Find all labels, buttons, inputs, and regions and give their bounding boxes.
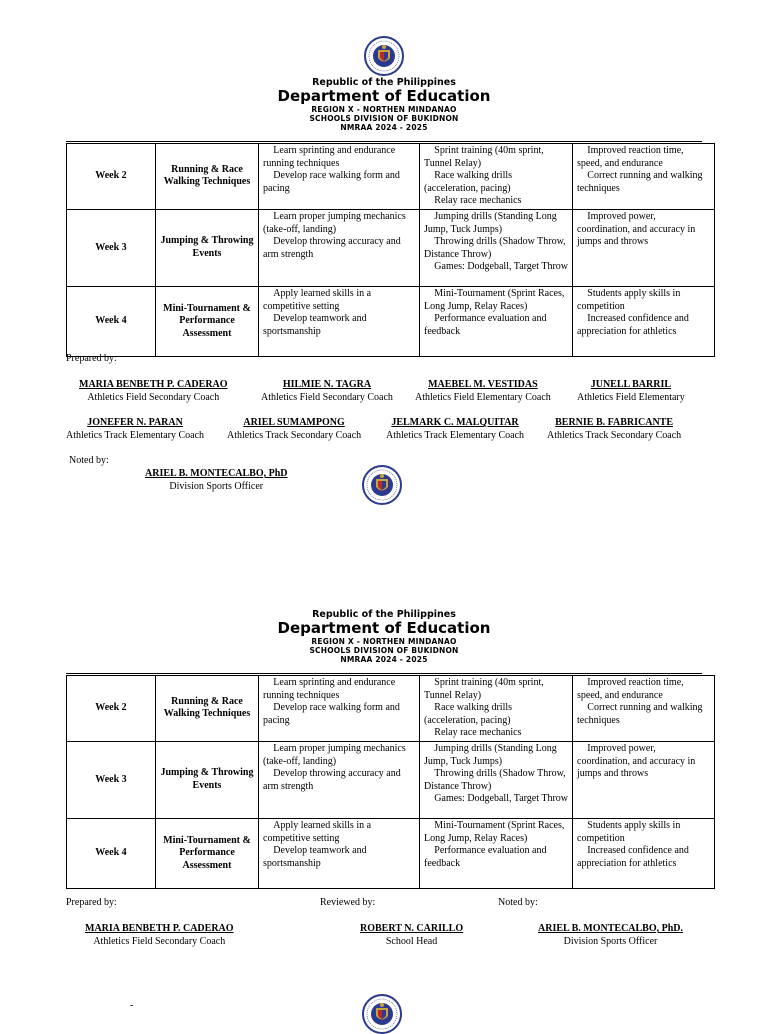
table-row bbox=[67, 676, 715, 742]
outcome-item: Correct running and walking techniques bbox=[577, 702, 693, 726]
activity-item: Sprint training (40m sprint, Tunnel Relay) bbox=[424, 145, 564, 169]
document-header bbox=[0, 609, 768, 664]
division-line: SCHOOLS DIVISION OF BUKIDNON bbox=[309, 646, 459, 655]
objective-item: Develop teamwork and sportsmanship bbox=[263, 313, 357, 337]
activity-item: Relay race mechanics bbox=[424, 195, 512, 207]
signatory-title: Athletics Track Secondary Coach bbox=[547, 430, 682, 441]
document-header bbox=[0, 77, 768, 132]
objectives-cell bbox=[259, 144, 420, 210]
signatory-block bbox=[79, 378, 228, 404]
objective-item: Apply learned skills in a competitive setting bbox=[263, 287, 411, 312]
signatory-title: School Head bbox=[385, 936, 438, 947]
activities-cell bbox=[420, 818, 573, 888]
signatory-title: Athletics Field Secondary Coach bbox=[261, 392, 393, 403]
signatory-name: ARIEL SUMAMPONG bbox=[243, 417, 345, 428]
activity-item: Throwing drills (Shadow Throw, Distance Throw) bbox=[424, 768, 556, 792]
objective-item: Develop throwing accuracy and arm strength bbox=[263, 236, 409, 260]
signatory-title: Athletics Field Elementary Coach bbox=[415, 392, 551, 403]
outcome-item: Increased confidence and appreciation for athletics bbox=[577, 845, 679, 869]
signatory-block bbox=[66, 416, 204, 442]
signatory-block bbox=[360, 922, 463, 948]
noted-by-label: Noted by: bbox=[69, 455, 109, 466]
activity-item: Performance evaluation and feedback bbox=[424, 313, 537, 337]
activities-cell bbox=[420, 144, 573, 210]
objectives-cell bbox=[259, 209, 420, 286]
outcome-item: Improved reaction time, speed, and endurance bbox=[577, 677, 702, 701]
table-row bbox=[67, 144, 715, 210]
reviewed-by-label: Reviewed by: bbox=[320, 897, 376, 908]
objective-item: Learn sprinting and endurance running techniques bbox=[263, 677, 385, 701]
meet-line: NMRAA 2024 - 2025 bbox=[340, 655, 428, 664]
signatory-block bbox=[227, 416, 361, 442]
week-cell: Week 2 bbox=[67, 144, 156, 210]
objectives-cell bbox=[259, 741, 420, 818]
outcomes-cell bbox=[573, 741, 715, 818]
objectives-cell bbox=[259, 676, 420, 742]
deped-seal-logo bbox=[364, 36, 404, 76]
signatory-name: MAEBEL M. VESTIDAS bbox=[428, 379, 538, 390]
activity-item: Race walking drills (acceleration, pacing) bbox=[424, 170, 559, 194]
table-row bbox=[67, 818, 715, 888]
objective-item: Learn sprinting and endurance running techniques bbox=[263, 145, 385, 169]
objective-item: Develop race walking form and pacing bbox=[263, 702, 390, 726]
outcomes-cell bbox=[573, 676, 715, 742]
signatory-block bbox=[386, 416, 524, 442]
week-cell: Week 4 bbox=[67, 286, 156, 356]
activity-item: Mini-Tournament (Sprint Races, Long Jump, Relay Races) bbox=[424, 819, 555, 844]
activity-item: Performance evaluation and feedback bbox=[424, 845, 537, 869]
table-row bbox=[67, 741, 715, 818]
table-row bbox=[67, 209, 715, 286]
department-title: Department of Education bbox=[277, 619, 491, 637]
deped-seal-stamp bbox=[362, 465, 402, 505]
header-rule bbox=[66, 673, 702, 674]
activities-cell bbox=[420, 676, 573, 742]
signatory-name: ARIEL B. MONTECALBO, PhD bbox=[145, 468, 288, 479]
outcome-item: Improved reaction time, speed, and endurance bbox=[577, 145, 702, 169]
signatory-block bbox=[261, 378, 393, 404]
signatory-block bbox=[415, 378, 551, 404]
activities-cell bbox=[420, 286, 573, 356]
stray-mark: - bbox=[130, 1000, 134, 1011]
activity-item: Throwing drills (Shadow Throw, Distance Throw) bbox=[424, 236, 556, 260]
meet-line: NMRAA 2024 - 2025 bbox=[340, 123, 428, 132]
outcomes-cell bbox=[573, 209, 715, 286]
activity-item: Race walking drills (acceleration, pacing) bbox=[424, 702, 559, 726]
signatory-name: MARIA BENBETH P. CADERAO bbox=[79, 379, 228, 390]
activity-item: Mini-Tournament (Sprint Races, Long Jump, Relay Races) bbox=[424, 287, 555, 312]
noted-by-label: Noted by: bbox=[498, 897, 538, 908]
signatory-block bbox=[85, 922, 234, 948]
activity-item: Jumping drills (Standing Long Jump, Tuck Jumps) bbox=[424, 742, 547, 767]
outcome-item: Correct running and walking techniques bbox=[577, 170, 693, 194]
topic-cell: Running & Race Walking Techniques bbox=[156, 144, 259, 210]
topic-cell: Jumping & Throwing Events bbox=[156, 741, 259, 818]
signatory-title: Athletics Field Elementary bbox=[577, 392, 685, 403]
deped-seal-logo bbox=[362, 994, 402, 1034]
outcome-item: Increased confidence and appreciation for athletics bbox=[577, 313, 679, 337]
signatory-title: Athletics Field Secondary Coach bbox=[93, 936, 226, 947]
signatory-block bbox=[577, 378, 685, 404]
region-line: REGION X - NORTHEN MINDANAO bbox=[311, 637, 457, 646]
signatory-block bbox=[547, 416, 681, 442]
republic-line: Republic of the Philippines bbox=[312, 77, 456, 88]
outcome-item: Students apply skills in competition bbox=[577, 819, 671, 844]
objective-item: Develop race walking form and pacing bbox=[263, 170, 390, 194]
signatory-title: Division Sports Officer bbox=[169, 481, 264, 492]
outcome-item: Improved power, coordination, and accuracy in jumps and throws bbox=[577, 210, 702, 248]
table-row bbox=[67, 286, 715, 356]
objective-item: Develop teamwork and sportsmanship bbox=[263, 845, 357, 869]
training-plan-table bbox=[66, 675, 715, 889]
signatory-title: Athletics Track Elementary Coach bbox=[386, 430, 525, 441]
week-cell: Week 4 bbox=[67, 818, 156, 888]
signatory-name: ARIEL B. MONTECALBO, PhD. bbox=[538, 923, 684, 934]
signatory-name: ROBERT N. CARILLO bbox=[360, 923, 464, 934]
objective-item: Learn proper jumping mechanics (take-off, landing) bbox=[263, 742, 396, 767]
week-cell: Week 2 bbox=[67, 676, 156, 742]
signatory-block bbox=[538, 922, 683, 948]
signatory-title: Athletics Track Elementary Coach bbox=[66, 430, 205, 441]
signatory-name: HILMIE N. TAGRA bbox=[282, 379, 372, 390]
prepared-by-label: Prepared by: bbox=[66, 897, 117, 908]
header-rule bbox=[66, 141, 702, 142]
division-line: SCHOOLS DIVISION OF BUKIDNON bbox=[309, 114, 459, 123]
prepared-by-label: Prepared by: bbox=[66, 353, 117, 364]
signatory-name: JUNELL BARRIL bbox=[590, 379, 672, 390]
signatory-name: JONEFER N. PARAN bbox=[87, 417, 183, 428]
republic-line: Republic of the Philippines bbox=[312, 609, 456, 620]
week-cell: Week 3 bbox=[67, 741, 156, 818]
signatory-block bbox=[145, 467, 288, 493]
training-plan-table bbox=[66, 143, 715, 357]
activities-cell bbox=[420, 209, 573, 286]
topic-cell: Mini-Tournament & Performance Assessment bbox=[156, 818, 259, 888]
objective-item: Learn proper jumping mechanics (take-off, landing) bbox=[263, 210, 396, 235]
outcome-item: Improved power, coordination, and accuracy in jumps and throws bbox=[577, 742, 702, 780]
objectives-cell bbox=[259, 286, 420, 356]
objectives-cell bbox=[259, 818, 420, 888]
outcomes-cell bbox=[573, 286, 715, 356]
activity-item: Sprint training (40m sprint, Tunnel Relay) bbox=[424, 677, 564, 701]
objective-item: Apply learned skills in a competitive setting bbox=[263, 819, 411, 844]
signatory-name: MARIA BENBETH P. CADERAO bbox=[85, 923, 234, 934]
outcomes-cell bbox=[573, 818, 715, 888]
topic-cell: Mini-Tournament & Performance Assessment bbox=[156, 286, 259, 356]
signatory-title: Athletics Track Secondary Coach bbox=[227, 430, 362, 441]
activity-item: Jumping drills (Standing Long Jump, Tuck Jumps) bbox=[424, 210, 547, 235]
week-cell: Week 3 bbox=[67, 209, 156, 286]
signatory-title: Athletics Field Secondary Coach bbox=[87, 392, 220, 403]
outcome-item: Students apply skills in competition bbox=[577, 287, 671, 312]
topic-cell: Running & Race Walking Techniques bbox=[156, 676, 259, 742]
topic-cell: Jumping & Throwing Events bbox=[156, 209, 259, 286]
activity-item: Relay race mechanics bbox=[424, 727, 512, 739]
outcomes-cell bbox=[573, 144, 715, 210]
signatory-name: BERNIE B. FABRICANTE bbox=[555, 417, 674, 428]
objective-item: Develop throwing accuracy and arm strength bbox=[263, 768, 409, 792]
department-title: Department of Education bbox=[277, 87, 491, 105]
signatory-title: Division Sports Officer bbox=[563, 936, 658, 947]
activity-item: Games: Dodgeball, Target Throw bbox=[424, 793, 558, 805]
signatory-name: JELMARK C. MALQUITAR bbox=[391, 417, 519, 428]
activity-item: Games: Dodgeball, Target Throw bbox=[424, 261, 558, 273]
region-line: REGION X - NORTHEN MINDANAO bbox=[311, 105, 457, 114]
activities-cell bbox=[420, 741, 573, 818]
